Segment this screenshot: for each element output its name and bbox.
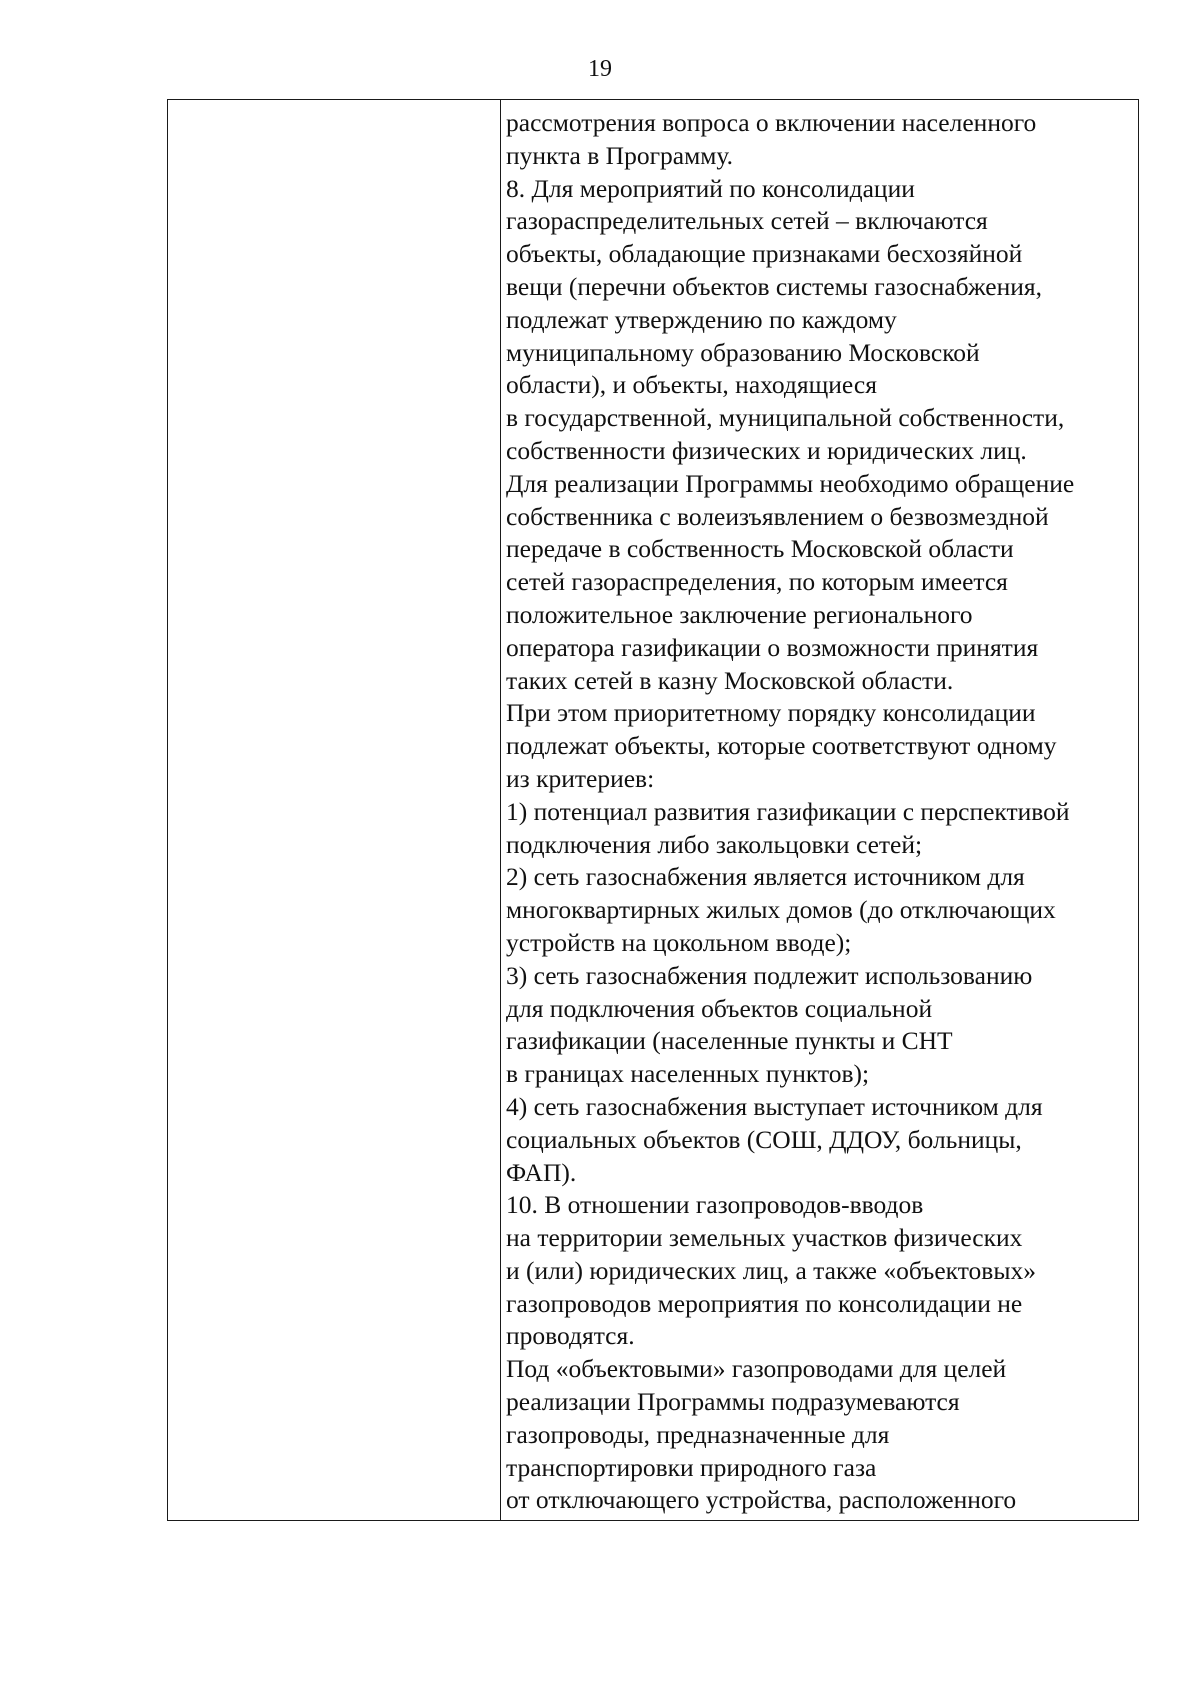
text-line: подлежат утверждению по каждому bbox=[506, 304, 897, 334]
text-line: собственника с волеизъявлением о безвозмездной bbox=[506, 501, 1049, 531]
text-line: 2) сеть газоснабжения является источником для bbox=[506, 862, 1025, 892]
text-line: газораспределительных сетей – включаются bbox=[506, 206, 988, 236]
document-table bbox=[167, 99, 1139, 1521]
text-line: газопроводы, предназначенные для bbox=[506, 1419, 890, 1449]
table-column-divider bbox=[500, 100, 501, 1520]
text-line: 1) потенциал развития газификации с перспективой bbox=[506, 796, 1070, 826]
text-line: подключения либо закольцовки сетей; bbox=[506, 829, 923, 859]
text-line: рассмотрения вопроса о включении населенного bbox=[506, 108, 1037, 137]
text-line: 8. Для мероприятий по консолидации bbox=[506, 173, 915, 203]
table-right-cell bbox=[506, 107, 1136, 1517]
text-line: проводятся. bbox=[506, 1321, 635, 1351]
text-line: в границах населенных пунктов); bbox=[506, 1059, 870, 1089]
text-line: устройств на цокольном вводе); bbox=[506, 927, 852, 957]
text-line: При этом приоритетному порядку консолидации bbox=[506, 698, 1036, 728]
text-line: области), и объекты, находящиеся bbox=[506, 370, 877, 400]
text-line: и (или) юридических лиц, а также «объектовых» bbox=[506, 1255, 1036, 1285]
text-line: социальных объектов (СОШ, ДДОУ, больницы, bbox=[506, 1124, 1022, 1154]
text-line: 10. В отношении газопроводов-вводов bbox=[506, 1190, 924, 1220]
text-line: Под «объектовыми» газопроводами для целей bbox=[506, 1354, 1007, 1384]
text-line: для подключения объектов социальной bbox=[506, 993, 933, 1023]
text-line: собственности физических и юридических лиц. bbox=[506, 435, 1027, 465]
text-line: газопроводов мероприятия по консолидации не bbox=[506, 1288, 1023, 1318]
text-line: транспортировки природного газа bbox=[506, 1452, 877, 1482]
text-line: положительное заключение регионального bbox=[506, 599, 973, 629]
page-number: 19 bbox=[588, 56, 612, 82]
text-line: оператора газификации о возможности принятия bbox=[506, 632, 1039, 662]
text-line: реализации Программы подразумеваются bbox=[506, 1387, 960, 1417]
text-line: пункта в Программу. bbox=[506, 140, 733, 170]
text-line: газификации (населенные пункты и СНТ bbox=[506, 1026, 953, 1056]
text-line: ФАП). bbox=[506, 1157, 577, 1187]
text-line: объекты, обладающие признаками бесхозяйной bbox=[506, 239, 1023, 269]
text-line: многоквартирных жилых домов (до отключающих bbox=[506, 895, 1056, 925]
text-line: муниципальному образованию Московской bbox=[506, 337, 980, 367]
text-line: Для реализации Программы необходимо обращение bbox=[506, 468, 1075, 498]
text-line: вещи (перечни объектов системы газоснабжения, bbox=[506, 271, 1042, 301]
text-line: подлежат объекты, которые соответствуют одному bbox=[506, 731, 1057, 761]
text-line: в государственной, муниципальной собственности, bbox=[506, 403, 1065, 433]
table-left-cell bbox=[168, 100, 500, 1520]
text-line: 3) сеть газоснабжения подлежит использованию bbox=[506, 960, 1033, 990]
text-line: таких сетей в казну Московской области. bbox=[506, 665, 954, 695]
text-line: от отключающего устройства, расположенного bbox=[506, 1485, 1017, 1515]
text-line: 4) сеть газоснабжения выступает источником для bbox=[506, 1091, 1043, 1121]
text-line: из критериев: bbox=[506, 763, 655, 793]
text-line: передаче в собственность Московской области bbox=[506, 534, 1014, 564]
text-line: сетей газораспределения, по которым имеется bbox=[506, 567, 1008, 597]
text-line: на территории земельных участков физических bbox=[506, 1223, 1023, 1253]
